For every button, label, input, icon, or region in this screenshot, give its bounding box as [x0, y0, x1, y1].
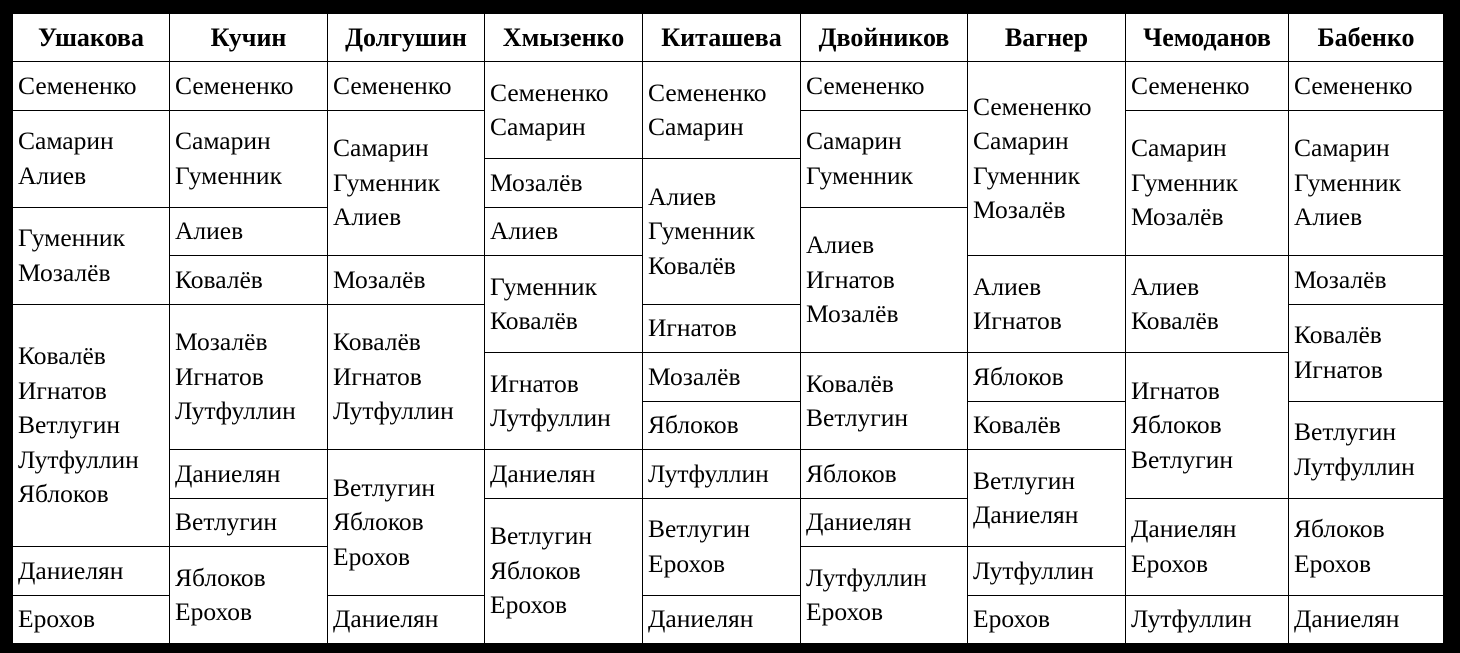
student-name: Алиев	[1131, 271, 1200, 301]
student-name: Алиев	[806, 230, 875, 259]
rank-group-cell	[968, 596, 1126, 645]
rank-group-cell	[801, 499, 968, 548]
student-name: Игнатов	[490, 368, 579, 398]
rank-group-cell	[801, 450, 968, 499]
rank-group-cell	[1126, 353, 1289, 499]
rank-group-cell	[328, 111, 485, 257]
rank-group-cell	[1289, 111, 1443, 257]
student-name: Мозалёв	[490, 167, 583, 197]
student-name: Ковалёв	[1294, 320, 1382, 349]
student-name: Мозалёв	[18, 257, 111, 287]
student-name: Гуменник	[333, 167, 440, 197]
student-name: Мозалёв	[1294, 264, 1387, 294]
column-header: Долгушин	[328, 14, 485, 62]
student-name: Самарин	[18, 126, 114, 155]
student-name: Самарин	[1294, 133, 1390, 162]
student-name: Лутфуллин	[806, 562, 927, 592]
rank-group-cell	[485, 159, 643, 208]
rank-group-cell	[1126, 111, 1289, 257]
rank-group-cell	[968, 402, 1126, 451]
student-name: Игнатов	[1294, 354, 1383, 384]
student-name: Семененко	[973, 91, 1092, 121]
student-name: Мозалёв	[333, 264, 426, 294]
student-name: Ерохов	[1294, 548, 1372, 578]
rank-group-cell	[170, 547, 328, 644]
rank-group-cell	[643, 596, 801, 645]
student-name: Ерохов	[490, 590, 568, 619]
student-name: Яблоков	[1131, 410, 1222, 439]
rank-group-cell	[643, 305, 801, 354]
rank-group-cell	[801, 208, 968, 354]
rank-group-cell	[968, 450, 1126, 547]
student-name: Ковалёв	[333, 327, 421, 356]
student-name: Ковалёв	[18, 341, 106, 370]
rank-group-cell	[643, 499, 801, 596]
student-name: Даниелян	[18, 555, 124, 585]
student-name: Игнатов	[18, 375, 107, 405]
student-name: Ерохов	[333, 541, 411, 571]
rank-group-cell	[170, 62, 328, 111]
student-name: Гуменник	[18, 223, 125, 252]
student-name: Игнатов	[648, 313, 737, 342]
rank-group-cell	[1289, 305, 1443, 402]
student-name: Семененко	[648, 77, 767, 107]
student-name: Мозалёв	[1131, 202, 1224, 231]
rank-group-cell	[485, 450, 643, 499]
student-name: Игнатов	[806, 264, 895, 294]
student-name: Ерохов	[806, 597, 884, 626]
student-name: Ковалёв	[490, 306, 578, 335]
student-name: Ветлугин	[490, 521, 593, 550]
student-name: Ветлугин	[1294, 417, 1397, 446]
rank-group-cell	[643, 402, 801, 451]
rank-group-cell	[968, 62, 1126, 256]
column-header: Киташева	[643, 14, 801, 62]
student-name: Ковалёв	[806, 368, 894, 398]
student-name: Игнатов	[973, 306, 1062, 335]
rank-group-cell	[643, 450, 801, 499]
student-name: Мозалёв	[806, 299, 899, 328]
rank-group-cell	[643, 353, 801, 402]
column-header: Бабенко	[1289, 14, 1443, 62]
rank-group-cell	[328, 256, 485, 305]
rank-group-cell	[328, 305, 485, 451]
column-header: Кучин	[170, 14, 328, 62]
student-name: Мозалёв	[175, 327, 268, 356]
student-name: Ерохов	[18, 604, 96, 633]
rank-group-cell	[328, 450, 485, 596]
student-name: Ерохов	[1131, 548, 1209, 578]
rank-group-cell	[1126, 256, 1289, 353]
rank-group-cell	[170, 305, 328, 451]
rank-group-cell	[13, 208, 170, 305]
rank-group-cell	[485, 256, 643, 353]
student-name: Самарин	[175, 126, 271, 155]
student-name: Семененко	[806, 70, 925, 100]
column-header: Ушакова	[13, 14, 170, 62]
rank-group-cell	[1126, 499, 1289, 596]
student-name: Даниелян	[648, 604, 754, 633]
student-name: Гуменник	[490, 271, 597, 301]
student-name: Алиев	[18, 160, 87, 190]
rank-group-cell	[170, 499, 328, 548]
student-name: Даниелян	[490, 458, 596, 488]
student-name: Ветлугин	[806, 403, 909, 432]
student-name: Самарин	[973, 126, 1069, 155]
rank-group-cell	[643, 159, 801, 305]
rank-group-cell	[1289, 62, 1443, 111]
student-name: Самарин	[648, 112, 744, 141]
rank-group-cell	[968, 547, 1126, 596]
rank-group-cell	[801, 62, 968, 111]
student-name: Ветлугин	[18, 410, 121, 439]
student-name: Гуменник	[973, 160, 1080, 190]
rank-group-cell	[801, 111, 968, 208]
student-name: Самарин	[1131, 133, 1227, 162]
student-name: Самарин	[806, 126, 902, 155]
rank-group-cell	[968, 256, 1126, 353]
student-name: Даниелян	[175, 458, 281, 488]
student-name: Семененко	[18, 70, 137, 100]
student-name: Самарин	[490, 112, 586, 141]
student-name: Алиев	[333, 202, 402, 231]
student-name: Игнатов	[175, 361, 264, 391]
student-name: Гуменник	[1294, 167, 1401, 197]
student-name: Ковалёв	[1131, 306, 1219, 335]
student-name: Семененко	[333, 70, 452, 100]
student-name: Даниелян	[1131, 514, 1237, 543]
rank-group-cell	[170, 208, 328, 257]
student-name: Яблоков	[333, 507, 424, 536]
rank-group-cell	[13, 547, 170, 596]
student-name: Мозалёв	[648, 361, 741, 391]
student-name: Алиев	[973, 271, 1042, 301]
rank-group-cell	[968, 353, 1126, 402]
student-name: Алиев	[175, 216, 244, 245]
student-name: Лутфуллин	[175, 396, 296, 425]
rank-group-cell	[13, 111, 170, 208]
student-name: Алиев	[490, 216, 559, 245]
student-name: Яблоков	[806, 458, 897, 488]
ranking-table	[13, 14, 1443, 638]
student-name: Яблоков	[1294, 514, 1385, 543]
student-name: Даниелян	[1294, 604, 1400, 633]
student-name: Яблоков	[18, 479, 109, 508]
student-name: Алиев	[648, 181, 717, 211]
student-name: Ветлугин	[175, 507, 278, 536]
student-name: Ерохов	[648, 548, 726, 578]
student-name: Лутфуллин	[490, 403, 611, 432]
rank-group-cell	[485, 499, 643, 645]
student-name: Семененко	[175, 70, 294, 100]
student-name: Яблоков	[175, 562, 266, 592]
student-name: Семененко	[490, 77, 609, 107]
rank-group-cell	[328, 596, 485, 645]
rank-group-cell	[13, 305, 170, 548]
rank-group-cell	[801, 547, 968, 644]
rank-group-cell	[485, 62, 643, 159]
student-name: Ветлугин	[973, 465, 1076, 495]
student-name: Яблоков	[648, 410, 739, 439]
rank-group-cell	[801, 353, 968, 450]
student-name: Ветлугин	[648, 514, 751, 543]
rank-group-cell	[485, 208, 643, 257]
student-name: Ветлугин	[333, 472, 436, 502]
student-name: Ковалёв	[648, 250, 736, 280]
rank-group-cell	[643, 62, 801, 159]
column-header: Двойников	[801, 14, 968, 62]
column-header: Хмызенко	[485, 14, 643, 62]
student-name: Даниелян	[806, 507, 912, 536]
student-name: Даниелян	[973, 500, 1079, 529]
student-name: Лутфуллин	[18, 444, 139, 474]
student-name: Семененко	[1131, 70, 1250, 100]
column-header: Чемоданов	[1126, 14, 1289, 62]
student-name: Лутфуллин	[973, 555, 1094, 585]
student-name: Гуменник	[1131, 167, 1238, 197]
student-name: Гуменник	[648, 216, 755, 245]
student-name: Ветлугин	[1131, 444, 1234, 474]
rank-group-cell	[1289, 596, 1443, 645]
student-name: Даниелян	[333, 604, 439, 633]
rank-group-cell	[328, 62, 485, 111]
student-name: Игнатов	[1131, 375, 1220, 405]
student-name: Ковалёв	[175, 264, 263, 294]
student-name: Ерохов	[175, 597, 253, 626]
rank-group-cell	[13, 62, 170, 111]
rank-group-cell	[1289, 499, 1443, 596]
student-name: Лутфуллин	[333, 396, 454, 425]
rank-group-cell	[1126, 596, 1289, 645]
rank-group-cell	[1289, 402, 1443, 499]
rank-group-cell	[170, 111, 328, 208]
student-name: Ерохов	[973, 604, 1051, 633]
student-name: Семененко	[1294, 70, 1413, 100]
student-name: Лутфуллин	[648, 458, 769, 488]
student-name: Лутфуллин	[1131, 604, 1252, 633]
rank-group-cell	[170, 450, 328, 499]
student-name: Гуменник	[806, 160, 913, 190]
student-name: Гуменник	[175, 160, 282, 190]
student-name: Лутфуллин	[1294, 451, 1415, 481]
student-name: Алиев	[1294, 202, 1363, 231]
rank-group-cell	[170, 256, 328, 305]
student-name: Яблоков	[973, 361, 1064, 391]
student-name: Самарин	[333, 133, 429, 162]
rank-group-cell	[1289, 256, 1443, 305]
student-name: Игнатов	[333, 361, 422, 391]
rank-group-cell	[485, 353, 643, 450]
student-name: Яблоков	[490, 555, 581, 585]
column-header: Вагнер	[968, 14, 1126, 62]
rank-group-cell	[1126, 62, 1289, 111]
rank-group-cell	[13, 596, 170, 645]
student-name: Мозалёв	[973, 195, 1066, 224]
student-name: Ковалёв	[973, 410, 1061, 439]
